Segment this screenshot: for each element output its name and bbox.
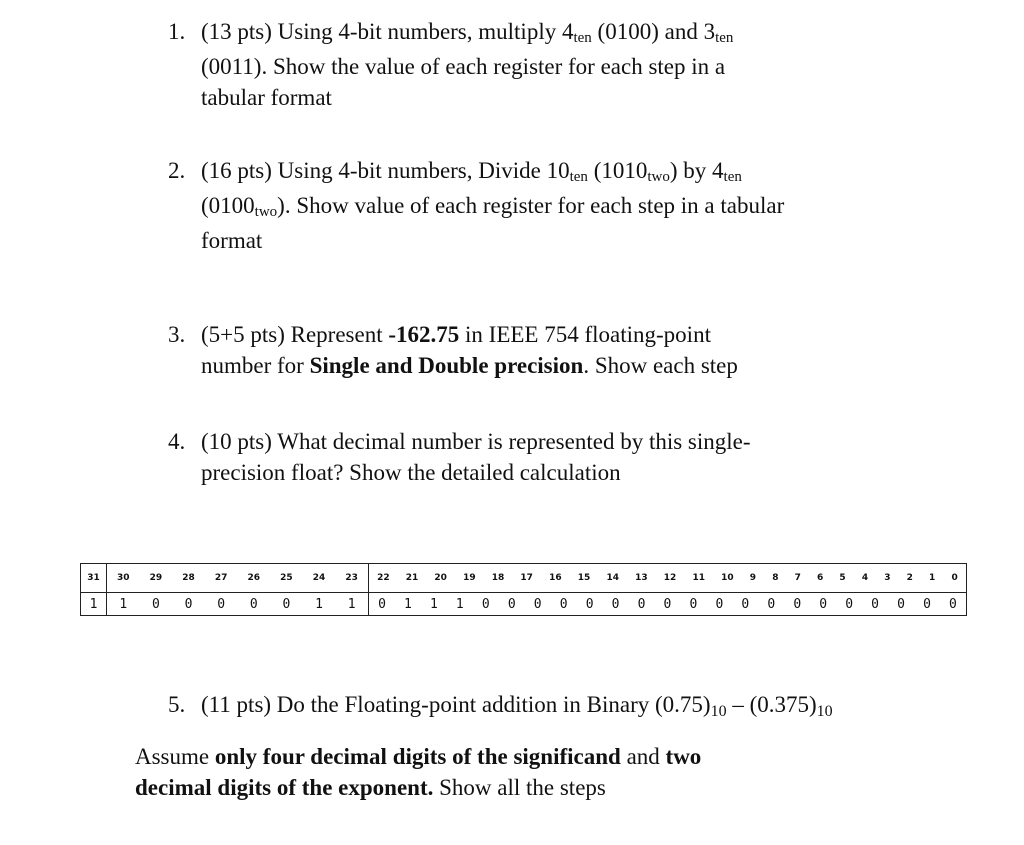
question-2-line-3: format	[201, 228, 263, 253]
bit-header: 5	[839, 573, 846, 583]
bit-value: 0	[741, 596, 750, 612]
question-1-line-3: tabular format	[201, 85, 332, 110]
bit-value: 1	[119, 596, 128, 612]
bit-value: 0	[923, 596, 931, 612]
bit-value-group-fraction	[369, 593, 967, 616]
bit-header: 12	[663, 573, 677, 583]
bit-value: 0	[481, 596, 490, 612]
bit-value: 0	[282, 596, 291, 612]
question-2	[168, 155, 784, 256]
bit-value: 0	[637, 596, 646, 612]
question-2-line-2: (0100two). Show value of each register for each step in a tabular	[201, 193, 785, 220]
bit-value: 0	[715, 596, 724, 612]
bit-value: 0	[845, 596, 854, 612]
bit-value: 0	[611, 596, 620, 612]
question-3	[168, 319, 738, 381]
assumption-note	[135, 741, 701, 803]
question-1-line-2: (0011). Show the value of each register for each step in a	[201, 54, 726, 79]
bit-header: 14	[606, 573, 619, 583]
bit-value: 0	[767, 596, 776, 612]
bit-header: 6	[817, 573, 824, 583]
bit-header: 19	[463, 573, 476, 583]
bit-header: 26	[247, 573, 261, 583]
question-1-number: 1.	[168, 19, 186, 44]
bit-value: 1	[315, 596, 323, 612]
bit-value: 0	[871, 596, 879, 612]
bit-value: 0	[249, 596, 258, 612]
bit-value: 0	[819, 596, 828, 612]
bit-header: 4	[861, 573, 869, 583]
bit-table-header-row	[81, 564, 967, 593]
question-1-line-1: (13 pts) Using 4-bit numbers, multiply 4ten (0100) and 3ten	[201, 19, 734, 46]
bit-header: 25	[280, 573, 293, 583]
question-1	[168, 16, 733, 113]
bit-header: 2	[906, 573, 913, 583]
bit-table-value-row	[81, 593, 967, 616]
question-2-line-1: (16 pts) Using 4-bit numbers, Divide 10ten (1010two) by 4ten	[201, 158, 742, 185]
question-4-number: 4.	[168, 429, 186, 454]
bit-header: 3	[884, 573, 891, 583]
question-3-line-1: (5+5 pts) Represent -162.75 in IEEE 754 floating-point	[201, 322, 711, 347]
bit-header: 15	[577, 573, 591, 583]
bit-header: 7	[794, 573, 801, 583]
bit-header: 29	[149, 573, 163, 583]
bit-value: 0	[793, 596, 802, 612]
bit-header: 21	[405, 573, 419, 583]
question-3-number: 3.	[168, 322, 186, 347]
bit-header-group-exponent	[107, 564, 369, 593]
bit-value: 1	[347, 596, 356, 612]
bit-header-group-fraction	[369, 564, 967, 593]
bit-value: 0	[585, 596, 594, 612]
bit-header: 13	[635, 573, 648, 583]
bit-value: 0	[152, 596, 160, 612]
bit-header: 30	[117, 573, 130, 583]
assumption-note-line-2: decimal digits of the exponent. Show all the steps	[135, 775, 606, 800]
bit-header: 31	[81, 564, 107, 593]
bit-header: 28	[182, 573, 195, 583]
bit-table	[80, 563, 967, 616]
bit-value: 0	[689, 596, 698, 612]
bit-value: 0	[507, 596, 516, 612]
bit-header: 22	[377, 573, 390, 583]
question-5-number: 5.	[168, 692, 186, 717]
bit-header: 24	[312, 573, 326, 583]
bit-header: 20	[434, 573, 447, 583]
bit-value: 0	[897, 596, 905, 612]
question-5-line-1: (11 pts) Do the Floating-point addition in Binary (0.75)10 – (0.375)10	[201, 692, 833, 720]
bit-value-sign: 1	[81, 593, 107, 616]
bit-value: 1	[455, 596, 464, 612]
bit-header: 11	[692, 573, 705, 583]
bit-header: 23	[345, 573, 358, 583]
bit-value: 0	[184, 596, 193, 612]
bit-value: 0	[663, 596, 672, 612]
bit-header: 9	[749, 573, 757, 583]
bit-value: 0	[217, 596, 226, 612]
bit-value: 0	[949, 596, 957, 612]
bit-header: 17	[520, 573, 533, 583]
bit-header: 1	[929, 573, 936, 583]
bit-value: 0	[378, 596, 386, 612]
bit-value: 0	[533, 596, 542, 612]
assumption-note-line-1: Assume only four decimal digits of the significand and two	[135, 744, 702, 769]
bit-value: 0	[559, 596, 568, 612]
question-4-line-1: (10 pts) What decimal number is represented by this single-	[201, 429, 751, 454]
question-3-line-2: number for Single and Double precision. Show each step	[201, 353, 738, 378]
bit-header: 0	[951, 573, 958, 583]
bit-value: 1	[429, 596, 438, 612]
bit-header: 8	[772, 573, 779, 583]
bit-header: 16	[549, 573, 562, 583]
question-4	[168, 426, 751, 488]
question-4-line-2: precision float? Show the detailed calculation	[201, 460, 621, 485]
bit-value-group-exponent	[107, 593, 369, 616]
question-5	[168, 689, 833, 723]
question-2-number: 2.	[168, 158, 186, 183]
bit-header: 18	[491, 573, 505, 583]
bit-header: 27	[214, 573, 228, 583]
bit-header: 10	[721, 573, 734, 583]
bit-value: 1	[404, 596, 412, 612]
